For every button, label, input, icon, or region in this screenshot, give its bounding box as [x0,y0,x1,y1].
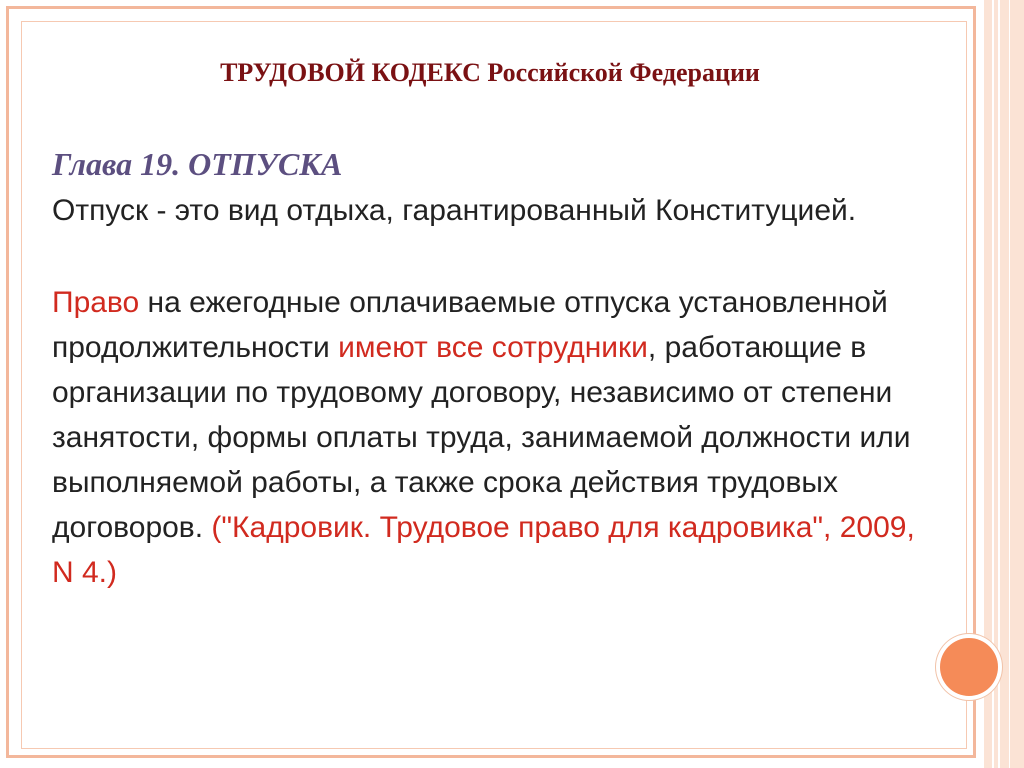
decorative-circle [940,638,998,696]
highlight-have-all: имеют все сотрудники [338,331,648,364]
source-citation: ("Кадровик. Трудовое право для кадровика", 2009, N 4.) [52,511,915,589]
band-stripe [998,0,1000,768]
main-paragraph [52,280,932,595]
paragraph-spacer [52,233,932,280]
paragraph-part-1: на ежегодные оплачиваемые отпуска установленной продолжительности [52,286,888,364]
highlight-right: Право [52,286,140,319]
slide-content [52,140,932,595]
paragraph-part-2: , работающие в организации по трудовому договору, независимо от степени занятости, формы оплаты труда, занимаемой должности или выполняемой работы, а также срока действия трудовых договоров. [52,331,911,544]
chapter-heading: Глава 19. ОТПУСКА [52,146,343,182]
slide-title: ТРУДОВОЙ КОДЕКС Российской Федерации [220,58,760,87]
band-stripe [1009,0,1010,768]
definition-text: Отпуск - это вид отдыха, гарантированный Конституцией. [52,194,857,227]
